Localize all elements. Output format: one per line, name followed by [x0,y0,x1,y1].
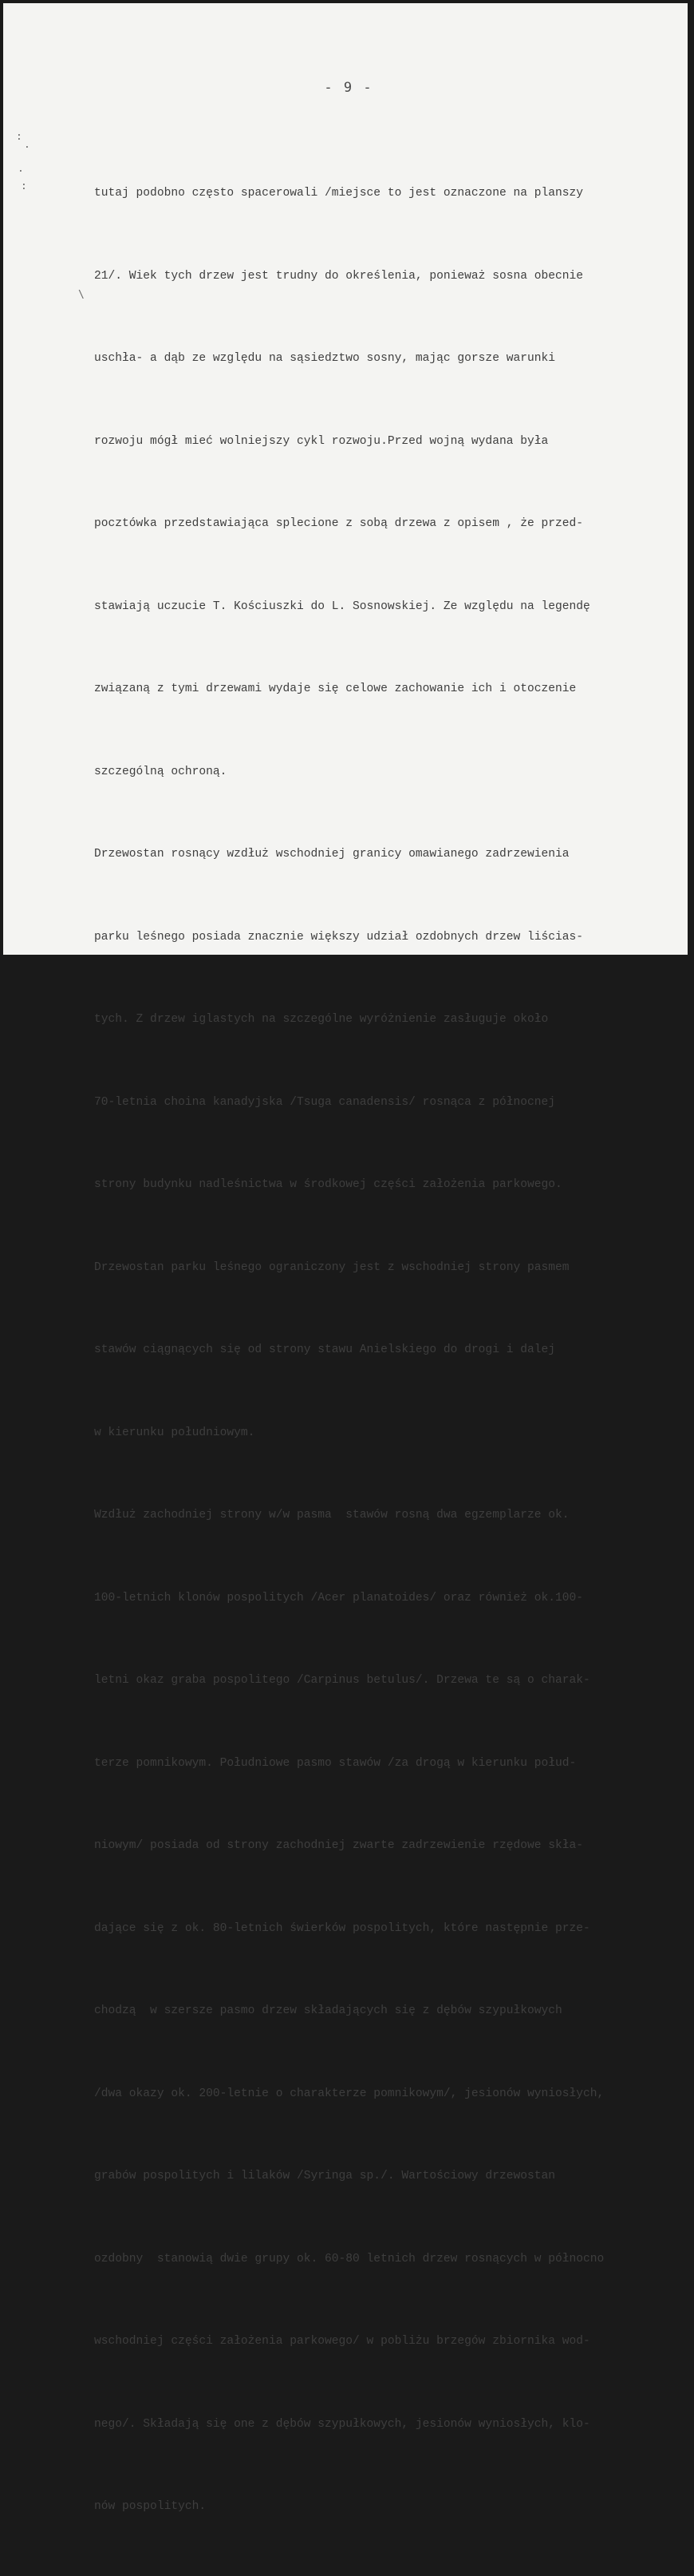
text-line: strony budynku nadleśnictwa w środkowej części założenia parkowego. [94,1178,562,1191]
text-line: Drzewostan rosnący wzdłuż wschodniej granicy omawianego zadrzewienia [94,848,570,861]
page-number: - 9 - [324,80,373,96]
text-line: dające się z ok. 80-letnich świerków pospolitych, które następnie prze- [94,1921,590,1935]
text-line: pocztówka przedstawiająca splecione z sobą drzewa z opisem , że przed- [94,517,584,530]
text-line: wschodniej części założenia parkowego/ w pobliżu brzegów zbiornika wod- [94,2335,590,2348]
text-line: nego/. Składają się one z dębów szypułkowych, jesionów wyniosłych, klo- [94,2417,590,2431]
margin-mark: \ [78,289,85,301]
document-page [3,3,688,2513]
text-line: niowym/ posiada od strony zachodniej zwarte zadrzewienie rzędowe skła- [94,1839,584,1852]
margin-mark: . [18,163,24,175]
text-line: tych. Z drzew iglastych na szczególne wyróżnienie zasługuje około [94,1013,549,1026]
text-line: Drzewostan parku leśnego ograniczony jest z wschodniej strony pasmem [94,1260,570,1274]
text-line: /dwa okazy ok. 200-letnie o charakterze pomnikowym/, jesionów wyniosłych, [94,2087,605,2100]
text-line: uschła- a dąb ze względu na sąsiedztwo sosny, mając gorsze warunki [94,352,556,365]
text-line: parku leśnego posiada znacznie większy udział ozdobnych drzew liścias- [94,930,584,944]
text-line: 21/. Wiek tych drzew jest trudny do określenia, ponieważ sosna obecnie [94,269,584,283]
text-line: grabów pospolitych i lilaków /Syringa sp./. Wartościowy drzewostan [94,2170,556,2182]
text-line: rozwoju mógł mieć wolniejszy cykl rozwoju.Przed wojną wydana była [94,434,549,448]
text-line: ozdobny stanowią dwie grupy ok. 60-80 letnich drzew rosnących w północno [94,2252,605,2265]
text-line: stawiają uczucie T. Kościuszki do L. Sosnowskiej. Ze względu na legendę [94,599,590,613]
text-line: Wzdłuż zachodniej strony w/w pasma stawów rosną dwa egzemplarze ok. [94,1509,570,1521]
text-line: szczególną ochroną. [94,765,227,778]
text-line: letni okaz graba pospolitego /Carpinus betulus/. Drzewa te są o charak- [94,1674,590,1687]
text-line: chodzą w szersze pasmo drzew składających się z dębów szypułkowych [94,2004,562,2017]
text-line: 70-letnia choina kanadyjska /Tsuga canadensis/ rosnąca z północnej [94,1095,556,1109]
text-line: w kierunku południowym. [94,1426,255,1439]
text-line: stawów ciągnących się od strony stawu Anielskiego do drogi i dalej [94,1343,556,1356]
document-body [94,125,684,2576]
text-line: terze pomnikowym. Południowe pasmo stawów /za drogą w kierunku połud- [94,1756,577,1770]
margin-mark: . [24,139,30,151]
margin-mark: : [21,180,27,192]
margin-mark: : [16,131,22,143]
text-line: tutaj podobno często spacerowali /miejsce to jest oznaczone na planszy [94,187,584,200]
text-line: nów pospolitych. [94,2500,207,2513]
text-line: 100-letnich klonów pospolitych /Acer planatoides/ oraz również ok.100- [94,1591,584,1605]
text-line: związaną z tymi drzewami wydaje się celowe zachowanie ich i otoczenie [94,683,577,695]
